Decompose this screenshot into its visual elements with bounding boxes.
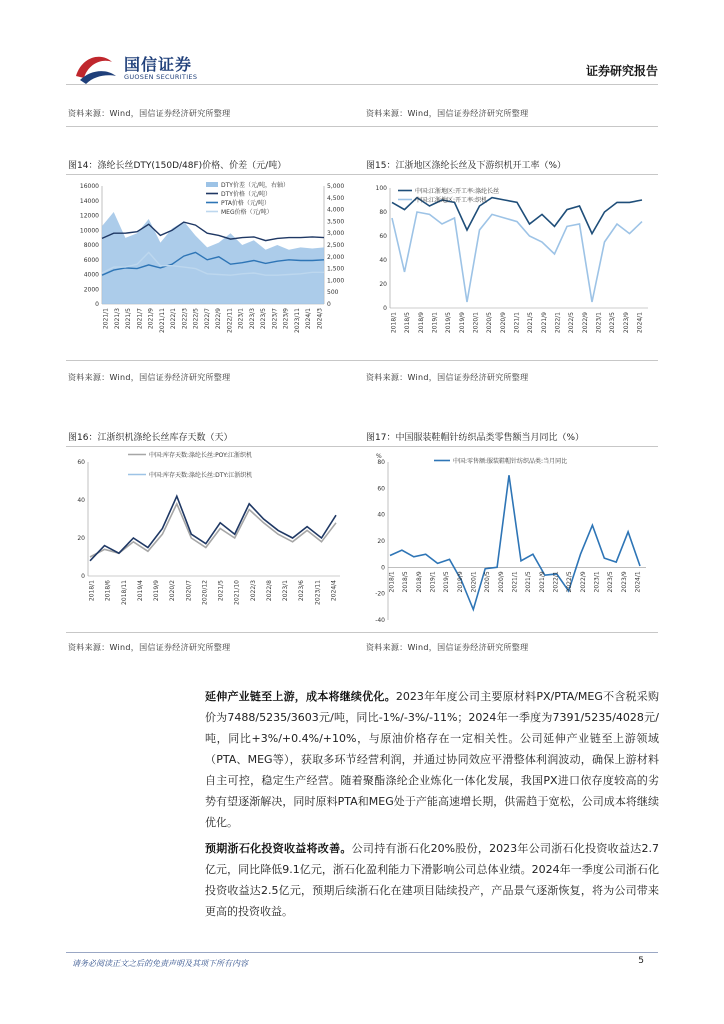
- fig14-ytick-left: 12000: [79, 212, 99, 220]
- paragraph-zpc-lead: 预期浙石化投资收益将改善。: [205, 842, 352, 855]
- fig15-xtick: 2020/5: [486, 312, 494, 334]
- fig15-xtick: 2021/9: [540, 312, 548, 334]
- section-divider: [66, 126, 658, 127]
- guosen-logo: [72, 48, 212, 88]
- fig15-ytick: 60: [379, 233, 387, 240]
- fig14-ytick-left: 16000: [79, 183, 99, 190]
- fig15-xtick: 2022/1: [554, 312, 562, 334]
- paragraph-upstream-body: 2023年年度公司主要原材料PX/PTA/MEG不含税采购价为7488/5235/3603元/吨，同比-1%/-3%/-11%；2024年一季度为7391/5235/4028元/吨，同比+3%/+0.4%/+10%，与原油价格存在一定相关性。公司延伸产业链至上游领域（PTA、MEG等），获取多环节经营利润，并通过协同效应平滑整体利润波动，确保上游材料自主可控，稳定生产经营。随着聚酯涤纶企业炼化一体化发展，我国PX进口依存度较高的劣势有望逐渐解决，同时原料PTA和MEG处于产能高速增长期，供需趋于宽松，公司成本将继续优化。: [205, 690, 660, 829]
- fig15-source: 资料来源：Wind，国信证券经济研究所整理: [366, 373, 529, 382]
- fig17-xtick: 2019/1: [429, 571, 437, 593]
- fig14-ytick-right: 0: [327, 301, 331, 308]
- fig17-chart: [364, 448, 660, 628]
- fig17-xtick: 2023/9: [620, 571, 628, 593]
- fig16-ytick: 0: [81, 573, 85, 580]
- fig17-xtick: 2020/5: [484, 571, 492, 593]
- fig14-xtick: 2021/9: [147, 308, 155, 330]
- fig15-xtick: 2022/5: [568, 312, 576, 334]
- fig14-xtick: 2022/7: [203, 308, 211, 330]
- fig16-xtick: 2020/12: [201, 580, 209, 605]
- fig15-ytick: 80: [379, 209, 387, 216]
- fig17-xtick: 2021/5: [525, 571, 533, 593]
- fig17-ytick: -20: [375, 590, 385, 598]
- paragraph-zpc: [205, 838, 659, 922]
- fig15-legend-label: 中国:江浙地区:开工率:涤纶长丝: [415, 188, 500, 195]
- fig16-legend-label: 中国:库存天数:涤纶长丝:DTY:江浙织机: [149, 472, 253, 479]
- fig14-ytick-right: 5,000: [327, 183, 345, 190]
- fig14-ytick-left: 4000: [83, 271, 99, 279]
- fig14-ytick-right: 4,000: [327, 206, 345, 214]
- fig17-ytick: 20: [377, 538, 385, 545]
- fig15-xtick: 2019/5: [445, 312, 453, 334]
- fig16-xtick: 2023/6: [298, 580, 306, 602]
- fig14-xtick: 2023/1: [237, 308, 245, 330]
- fig-row2-top-rule: [66, 446, 658, 447]
- fig14-xtick: 2023/3: [248, 308, 256, 330]
- fig14-ytick-right: 3,000: [327, 230, 345, 238]
- fig17-ytick: 0: [381, 564, 385, 572]
- fig17-source: 资料来源：Wind，国信证券经济研究所整理: [366, 643, 529, 652]
- fig14-ytick-right: 4,500: [327, 194, 345, 202]
- fig14-xtick: 2021/1: [102, 308, 110, 330]
- fig16-source: 资料来源：Wind，国信证券经济研究所整理: [68, 643, 231, 652]
- fig17-xtick: 2019/5: [443, 571, 451, 593]
- fig15-ytick: 40: [379, 257, 387, 264]
- fig17-ytick: -40: [375, 617, 385, 624]
- paragraph-upstream-lead: 延伸产业链至上游，成本将继续优化。: [205, 690, 396, 703]
- fig16-chart: [66, 448, 362, 624]
- fig17-xtick: 2020/1: [470, 571, 478, 593]
- fig15-xtick: 2024/1: [636, 312, 644, 334]
- fig16-xtick: 2018/1: [88, 580, 96, 602]
- fig16-ytick: 60: [77, 459, 85, 466]
- fig14-xtick: 2023/9: [282, 308, 290, 330]
- fig15-ytick: 0: [383, 305, 387, 312]
- footer-disclaimer: 请务必阅读正文之后的免责声明及其项下所有内容: [72, 959, 248, 968]
- fig14-ytick-right: 500: [327, 289, 339, 297]
- fig14-title: 图14：涤纶长丝DTY(150D/48F)价格、价差（元/吨）: [68, 161, 287, 171]
- logo-text-en: GUOSEN SECURITIES: [124, 73, 198, 81]
- fig14-ytick-left: 0: [95, 301, 99, 308]
- fig14-ytick-right: 1,000: [327, 277, 345, 285]
- fig17-xtick: 2018/1: [388, 571, 396, 593]
- fig15-xtick: 2023/9: [622, 312, 630, 334]
- fig14-xtick: 2022/9: [215, 308, 223, 330]
- fig17-ytick: 40: [377, 511, 385, 519]
- fig14-legend-swatch: [206, 182, 218, 187]
- fig15-xtick: 2020/1: [472, 312, 480, 334]
- fig16-xtick: 2018/11: [120, 580, 128, 605]
- fig15-xtick: 2023/5: [609, 312, 617, 334]
- fig14-xtick: 2021/3: [113, 308, 121, 330]
- fig14-xtick: 2022/1: [170, 308, 178, 330]
- fig16-xtick: 2019/4: [136, 580, 144, 602]
- fig14-ytick-right: 2,500: [327, 242, 345, 249]
- fig14-legend-label: DTY价格（元/吨）: [221, 191, 271, 198]
- fig15-xtick: 2022/9: [581, 312, 589, 334]
- fig17-xtick: 2024/1: [634, 571, 642, 593]
- paragraph-upstream: [205, 686, 659, 833]
- fig16-xtick: 2023/11: [314, 580, 322, 605]
- fig15-xtick: 2019/1: [431, 312, 439, 334]
- fig16-ytick: 40: [77, 497, 85, 504]
- fig17-xtick: 2019/9: [456, 571, 464, 593]
- fig16-legend-label: 中国:库存天数:涤纶长丝:POY:江浙织机: [149, 452, 252, 459]
- fig14-ytick-right: 1,500: [327, 265, 345, 273]
- fig16-xtick: 2020/7: [185, 580, 193, 602]
- fig15-xtick: 2018/1: [390, 312, 398, 334]
- fig15-xtick: 2020/9: [499, 312, 507, 334]
- fig17-xtick: 2020/9: [497, 571, 505, 593]
- fig15-xtick: 2021/1: [513, 312, 521, 334]
- fig15-title: 图15：江浙地区涤纶长丝及下游织机开工率（%）: [366, 161, 567, 171]
- fig14-ytick-left: 14000: [79, 197, 99, 205]
- fig14-ytick-left: 6000: [83, 256, 99, 264]
- fig14-ytick-left: 8000: [83, 242, 99, 249]
- fig14-xtick: 2024/3: [316, 308, 324, 330]
- top-source-left: 资料来源：Wind，国信证券经济研究所整理: [68, 109, 231, 118]
- fig15-xtick: 2018/5: [404, 312, 412, 334]
- fig15-series-line-0: [392, 212, 642, 302]
- fig16-xtick: 2021/10: [233, 580, 241, 605]
- fig14-legend-label: MEG价格（元/吨）: [221, 209, 273, 216]
- fig16-title: 图16：江浙织机涤纶长丝库存天数（天）: [68, 433, 233, 443]
- fig16-xtick: 2022/8: [265, 580, 273, 602]
- fig14-xtick: 2021/7: [136, 308, 144, 330]
- fig17-ylabel: %: [376, 453, 382, 460]
- fig15-ytick: 20: [379, 281, 387, 288]
- fig17-xtick: 2022/1: [552, 571, 560, 593]
- fig17-xtick: 2018/9: [415, 571, 423, 593]
- fig14-xtick: 2023/7: [271, 308, 279, 330]
- fig15-chart: [364, 176, 660, 354]
- footer-divider: [66, 952, 658, 953]
- fig-row1-bottom-rule: [66, 360, 658, 361]
- fig17-xtick: 2023/1: [593, 571, 601, 593]
- header-divider: [66, 84, 658, 85]
- fig-row2-bottom-rule: [66, 632, 658, 633]
- fig14-xtick: 2023/11: [293, 308, 301, 333]
- fig14-ytick-left: 2000: [83, 286, 99, 294]
- fig15-xtick: 2023/1: [595, 312, 603, 334]
- fig14-xtick: 2023/5: [260, 308, 268, 330]
- fig16-xtick: 2021/5: [217, 580, 225, 602]
- fig16-ytick: 20: [77, 535, 85, 542]
- fig14-ytick-right: 2,000: [327, 253, 345, 261]
- fig17-xtick: 2021/9: [538, 571, 546, 593]
- fig16-xtick: 2018/6: [104, 580, 112, 602]
- fig15-xtick: 2019/9: [458, 312, 466, 334]
- fig16-series-line-0: [90, 504, 336, 557]
- fig16-xtick: 2024/4: [330, 580, 338, 602]
- fig14-xtick: 2022/11: [226, 308, 234, 333]
- fig15-ytick: 100: [375, 185, 387, 192]
- page-number: 5: [638, 956, 644, 966]
- fig15-xtick: 2021/5: [527, 312, 535, 334]
- report-type: 证券研究报告: [585, 64, 658, 78]
- fig17-legend-label: 中国:零售额:服装鞋帽针纺织品类:当月同比: [453, 458, 568, 465]
- fig14-legend-label: DTY价差（元/吨，右轴）: [221, 182, 289, 189]
- fig17-xtick: 2023/5: [607, 571, 615, 593]
- fig17-xtick: 2022/5: [566, 571, 574, 593]
- fig16-xtick: 2019/9: [153, 580, 161, 602]
- fig14-xtick: 2021/5: [125, 308, 133, 330]
- fig16-series-line-1: [90, 496, 336, 561]
- fig17-xtick: 2022/9: [579, 571, 587, 593]
- fig17-title: 图17：中国服装鞋帽针纺织品类零售额当月同比（%）: [366, 433, 585, 443]
- logo-text-cn: 国信证券: [124, 55, 193, 74]
- top-source-right: 资料来源：Wind，国信证券经济研究所整理: [366, 109, 529, 118]
- fig14-xtick: 2022/5: [192, 308, 200, 330]
- fig-row1-top-rule: [66, 174, 658, 175]
- fig14-xtick: 2021/11: [158, 308, 166, 333]
- fig16-xtick: 2023/1: [282, 580, 290, 602]
- fig17-xtick: 2018/5: [402, 571, 410, 593]
- fig14-legend-label: PTA价格（元/吨）: [221, 200, 270, 207]
- fig17-xtick: 2021/1: [511, 571, 519, 593]
- fig16-xtick: 2020/2: [169, 580, 177, 602]
- fig14-xtick: 2022/3: [181, 308, 189, 330]
- fig14-xtick: 2024/1: [305, 308, 313, 330]
- fig15-legend-label: 中国:江浙地区:开工率:织机: [415, 197, 488, 204]
- fig14-ytick-right: 3,500: [327, 218, 345, 226]
- fig17-ytick: 80: [377, 459, 385, 466]
- fig15-xtick: 2018/9: [417, 312, 425, 334]
- paragraph-zpc-body: 公司持有浙石化20%股份，2023年公司浙石化投资收益达2.7亿元，同比降低9.1亿元，浙石化盈利能力下滑影响公司总体业绩。2024年一季度公司浙石化投资收益达2.5亿元，预期后续浙石化在建项目陆续投产，产品景气逐渐恢复，将为公司带来更高的投资收益。: [205, 842, 660, 918]
- fig14-source: 资料来源：Wind，国信证券经济研究所整理: [68, 373, 231, 382]
- fig14-chart: [66, 176, 362, 354]
- fig17-ytick: 60: [377, 485, 385, 493]
- fig14-ytick-left: 10000: [79, 227, 99, 235]
- fig16-xtick: 2022/3: [249, 580, 257, 602]
